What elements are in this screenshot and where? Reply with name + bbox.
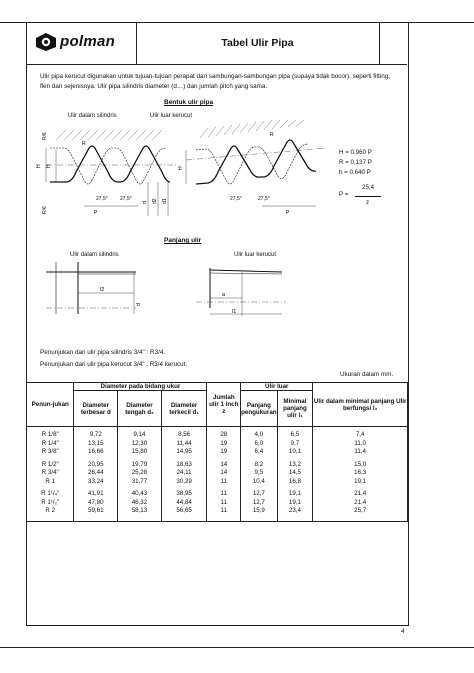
table-row [27, 427, 408, 440]
table-row [27, 499, 408, 508]
table-cell: 28 [207, 427, 241, 440]
table-cell: 9,72 [74, 427, 118, 440]
table-cell: 38,95 [161, 486, 207, 499]
table-cell: 16,8 [277, 478, 313, 487]
table-cell: 13,15 [74, 440, 118, 449]
dim-angle-left2: 27,5° [120, 196, 132, 202]
dim-d1: d1 [162, 198, 168, 204]
dim-angle-right: 27,5° [230, 196, 242, 202]
table-row [27, 440, 408, 449]
dim-p-right: P [286, 210, 290, 216]
table-cell: 11,44 [161, 440, 207, 449]
table-cell: 15,0 [313, 457, 408, 470]
bottom-rule [0, 647, 474, 648]
table-cell: R 1¹/₂" [27, 499, 74, 508]
table-cell: 9,14 [118, 427, 162, 440]
table-cell: 19 [207, 440, 241, 449]
table-cell: 20,95 [74, 457, 118, 470]
table-cell: 40,43 [118, 486, 162, 499]
dim-d-left: d [136, 303, 142, 306]
polman-logo-icon [34, 32, 58, 52]
table-cell: 58,13 [118, 507, 162, 521]
formula-r: R = 0,137 P [339, 159, 372, 166]
label-ulir-dalam-silindris: Ulir dalam silindris [68, 113, 117, 119]
table-cell: R 1¹/₄" [27, 486, 74, 499]
table-row [27, 448, 408, 457]
table-cell: 47,80 [74, 499, 118, 508]
table-cell: 6,4 [241, 448, 277, 457]
table-cell: 23,4 [277, 507, 313, 521]
table-cell: 21,4 [313, 486, 408, 499]
thread-profile-diagram [36, 120, 336, 220]
table-cell: 12,7 [241, 486, 277, 499]
table-cell: 25,7 [313, 507, 408, 521]
table-cell: 18,63 [161, 457, 207, 470]
table-cell: 19 [207, 448, 241, 457]
th-ulir-luar-group: Ulir luar [241, 383, 313, 391]
table-cell: R 3/4" [27, 469, 74, 478]
table-cell: 8,56 [161, 427, 207, 440]
thread-table [26, 382, 408, 522]
table-cell: 19,1 [277, 486, 313, 499]
table-cell: 11 [207, 507, 241, 521]
dim-d: d [142, 201, 148, 204]
table-cell: 14 [207, 457, 241, 470]
logo [26, 22, 137, 64]
table-cell: R 1/8" [27, 427, 74, 440]
dim-h-right: H [178, 166, 184, 170]
table-cell: 19,1 [277, 499, 313, 508]
dim-r6-bottom: R/6 [42, 206, 48, 214]
th-diameter-terbesar: Diameter terbesar d [74, 391, 118, 427]
table-cell: 16,66 [74, 448, 118, 457]
dim-r-right: R [270, 132, 274, 138]
dim-d2: d2 [152, 198, 158, 204]
table-cell: 15,80 [118, 448, 162, 457]
table-cell: R 2 [27, 507, 74, 521]
table-cell: 11 [207, 499, 241, 508]
thread-length-diagram [36, 258, 306, 320]
thread-formulas [339, 148, 372, 178]
th-diameter-tengah: Diameter tengah d₂ [118, 391, 162, 427]
table-cell: 25,28 [118, 469, 162, 478]
table-cell: 19,1 [313, 478, 408, 487]
th-jumlah-ulir: Jumlah ulir 1 inch z [207, 383, 241, 427]
table-row [27, 486, 408, 499]
formula-fraction-bar [355, 196, 381, 197]
page-title: Tabel Ulir Pipa [136, 22, 380, 64]
dim-l2: l2 [100, 287, 105, 293]
table-cell: 8,2 [241, 457, 277, 470]
th-penunjukan: Penun-jukan [27, 383, 74, 427]
dim-r: R [82, 141, 86, 147]
table-cell: 15,9 [241, 507, 277, 521]
table-cell: 33,24 [74, 478, 118, 487]
table-cell: 11 [207, 478, 241, 487]
table-cell: R 1/2" [27, 457, 74, 470]
table-cell: 11,0 [313, 440, 408, 449]
section-title-bentuk: Bentuk ulir pipa [164, 99, 214, 106]
table-cell: R 3/8" [27, 448, 74, 457]
table-cell: 13,2 [277, 457, 313, 470]
label-ulir-luar-kerucut: Ulir luar kerucut [150, 113, 193, 119]
table-cell: 4,0 [241, 427, 277, 440]
note-kerucut: Penunjukan dari ulir pipa kerucut 3/4" : R3/4 kerucut. [40, 361, 188, 368]
table-cell: 16,3 [313, 469, 408, 478]
th-diameter-group: Diameter pada bidang ukur [74, 383, 207, 391]
table-cell: 21,4 [313, 499, 408, 508]
table-cell: 46,32 [118, 499, 162, 508]
table-cell: 12,30 [118, 440, 162, 449]
table-cell: 11 [207, 486, 241, 499]
table-cell: 30,29 [161, 478, 207, 487]
th-minimal-panjang: Minimal panjang ulir l₁ [277, 391, 313, 427]
dim-angle-left: 27,5° [96, 196, 108, 202]
table-cell: 9,7 [277, 440, 313, 449]
dim-angle-right2: 27,5° [258, 196, 270, 202]
page-number: 4 [401, 628, 405, 635]
table-cell: 56,65 [161, 507, 207, 521]
dim-r6-top: R/6 [42, 132, 48, 140]
section-title-panjang: Panjang ulir [164, 237, 202, 244]
logo-text: polman [60, 33, 116, 50]
table-cell: 19,79 [118, 457, 162, 470]
dim-l1: l1 [232, 309, 237, 315]
dim-h-small: H [46, 164, 52, 168]
intro-paragraph: Ulir pipa kerucut digunakan untuk tujuan-tujuan perapat dari sambungan-sambungan pipa (supaya tidak bocor), seperti fitting, flen dan sejenisnya. Ulir pipa silindris diameter (d…) dan jumlah pitch yang sama. [40, 73, 391, 90]
formula-p-lhs: P = [339, 191, 349, 198]
table-row [27, 469, 408, 478]
table-cell: 14,5 [277, 469, 313, 478]
formula-h2: h = 0,640 P [339, 169, 371, 176]
page-header [26, 22, 407, 65]
dim-h: H [36, 164, 42, 168]
label-ulir-luar-kerucut-2: Ulir luar kerucut [234, 252, 277, 258]
table-cell: 41,91 [74, 486, 118, 499]
table-cell: 11,4 [313, 448, 408, 457]
table-cell: 24,11 [161, 469, 207, 478]
formula-p-numerator: 25,4 [362, 184, 375, 191]
table-cell: 6,0 [241, 440, 277, 449]
formula-p-denominator: z [366, 199, 370, 206]
table-row [27, 457, 408, 470]
note-ukuran: Ukuran dalam mm. [340, 371, 394, 378]
table-cell: R 1 [27, 478, 74, 487]
dim-a: a [222, 292, 226, 298]
table-cell: R 1/4" [27, 440, 74, 449]
table-row [27, 507, 408, 521]
formula-h: H = 0,960 P [339, 149, 372, 156]
table-cell: 14 [207, 469, 241, 478]
table-cell: 44,84 [161, 499, 207, 508]
table-cell: 6,5 [277, 427, 313, 440]
table-cell: 31,77 [118, 478, 162, 487]
table-cell: 10,1 [277, 448, 313, 457]
table-cell: 12,7 [241, 499, 277, 508]
label-ulir-dalam-silindris-2: Ulir dalam silindris [70, 252, 119, 258]
table-cell: 9,5 [241, 469, 277, 478]
table-cell: 7,4 [313, 427, 408, 440]
dim-p-left: P [94, 210, 98, 216]
th-diameter-terkecil: Diameter terkecil d₁ [161, 391, 207, 427]
note-silindris: Penunjukan dari ulir pipa silindris 3/4" : R3/4. [40, 349, 166, 356]
table-row [27, 478, 408, 487]
th-panjang-pengukuran: Panjang pengukuran [241, 391, 277, 427]
table-cell: 10,4 [241, 478, 277, 487]
table-cell: 59,61 [74, 507, 118, 521]
th-ulir-dalam: Ulir dalam minimal panjang Ulir berfungsi l₂ [313, 383, 408, 427]
table-cell: 26,44 [74, 469, 118, 478]
table-cell: 14,95 [161, 448, 207, 457]
